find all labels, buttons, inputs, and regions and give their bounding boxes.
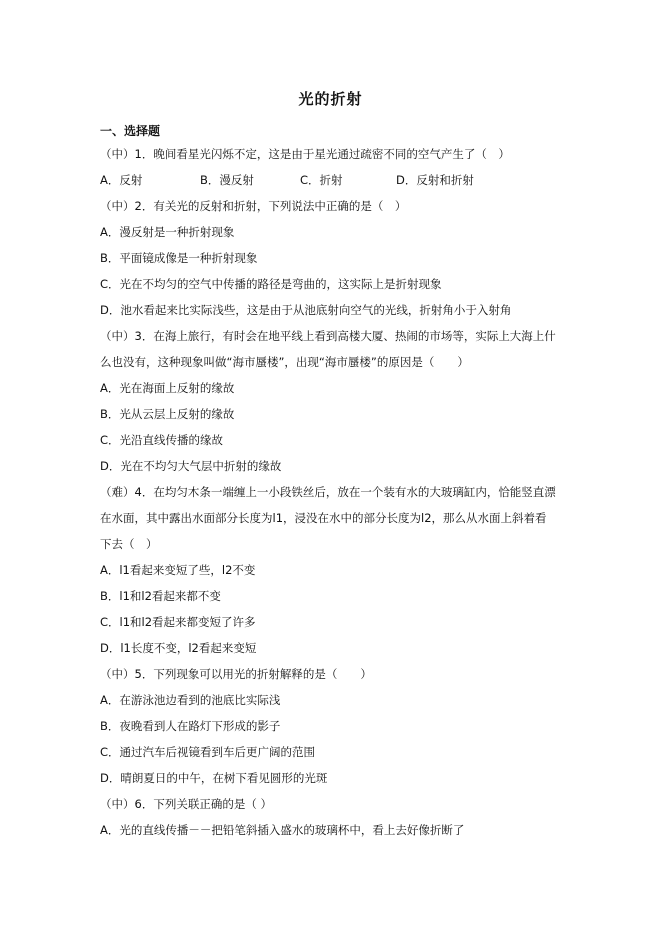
question-6-option-a: A．光的直线传播－－把铅笔斜插入盛水的玻璃杯中，看上去好像折断了 <box>100 823 465 837</box>
question-4-option-c: C．l1和l2看起来都变短了许多 <box>100 615 256 629</box>
question-4-option-d: D．l1长度不变，l2看起来变短 <box>100 641 257 655</box>
question-4-stem-line-1: （难）4．在均匀木条一端缠上一小段铁丝后，放在一个装有水的大玻璃缸内，恰能竖直漂 <box>100 485 556 499</box>
question-3-option-c: C．光沿直线传播的缘故 <box>100 433 224 447</box>
question-5-option-c: C．通过汽车后视镜看到车后更广阔的范围 <box>100 745 316 759</box>
question-4-option-b: B．l1和l2看起来都不变 <box>100 589 221 603</box>
question-3-option-b: B．光从云层上反射的缘故 <box>100 407 235 421</box>
question-2-option-c: C．光在不均匀的空气中传播的路径是弯曲的，这实际上是折射现象 <box>100 277 442 291</box>
question-5-option-b: B．夜晚看到人在路灯下形成的影子 <box>100 719 281 733</box>
page-title: 光的折射 <box>298 90 363 108</box>
question-1-option-c: C．折射 <box>300 173 343 187</box>
question-6-stem: （中）6．下列关联正确的是（ ） <box>100 797 272 811</box>
question-4-stem-line-2: 在水面，其中露出水面部分长度为l1，浸没在水中的部分长度为l2，那么从水面上斜着看 <box>100 511 547 525</box>
question-3-stem-line-1: （中）3．在海上旅行，有时会在地平线上看到高楼大厦、热闹的市场等，实际上大海上什 <box>100 329 556 343</box>
question-1-option-d: D．反射和折射 <box>396 173 474 187</box>
question-3-option-a: A．光在海面上反射的缘故 <box>100 381 235 395</box>
question-1-option-b: B．漫反射 <box>200 173 254 187</box>
question-2-stem: （中）2．有关光的反射和折射，下列说法中正确的是（ ） <box>100 199 407 213</box>
question-2-option-b: B．平面镜成像是一种折射现象 <box>100 251 258 265</box>
section-heading: 一、选择题 <box>100 124 161 138</box>
question-1-stem: （中）1．晚间看星光闪烁不定，这是由于星光通过疏密不同的空气产生了（ ） <box>100 147 510 161</box>
question-2-option-d: D．池水看起来比实际浅些，这是由于从池底射向空气的光线，折射角小于入射角 <box>100 303 512 317</box>
question-5-option-a: A．在游泳池边看到的池底比实际浅 <box>100 693 281 707</box>
question-4-option-a: A．l1看起来变短了些，l2不变 <box>100 563 256 577</box>
question-1-option-a: A．反射 <box>100 173 143 187</box>
question-3-option-d: D．光在不均匀大气层中折射的缘故 <box>100 459 282 473</box>
question-2-option-a: A．漫反射是一种折射现象 <box>100 225 235 239</box>
question-4-stem-line-3: 下去（ ） <box>100 537 158 551</box>
question-3-stem-line-2: 么也没有，这种现象叫做“海市蜃楼”，出现“海市蜃楼”的原因是（ ） <box>100 355 469 369</box>
question-5-stem: （中）5．下列现象可以用光的折射解释的是（ ） <box>100 667 372 681</box>
question-5-option-d: D．晴朗夏日的中午，在树下看见圆形的光斑 <box>100 771 328 785</box>
